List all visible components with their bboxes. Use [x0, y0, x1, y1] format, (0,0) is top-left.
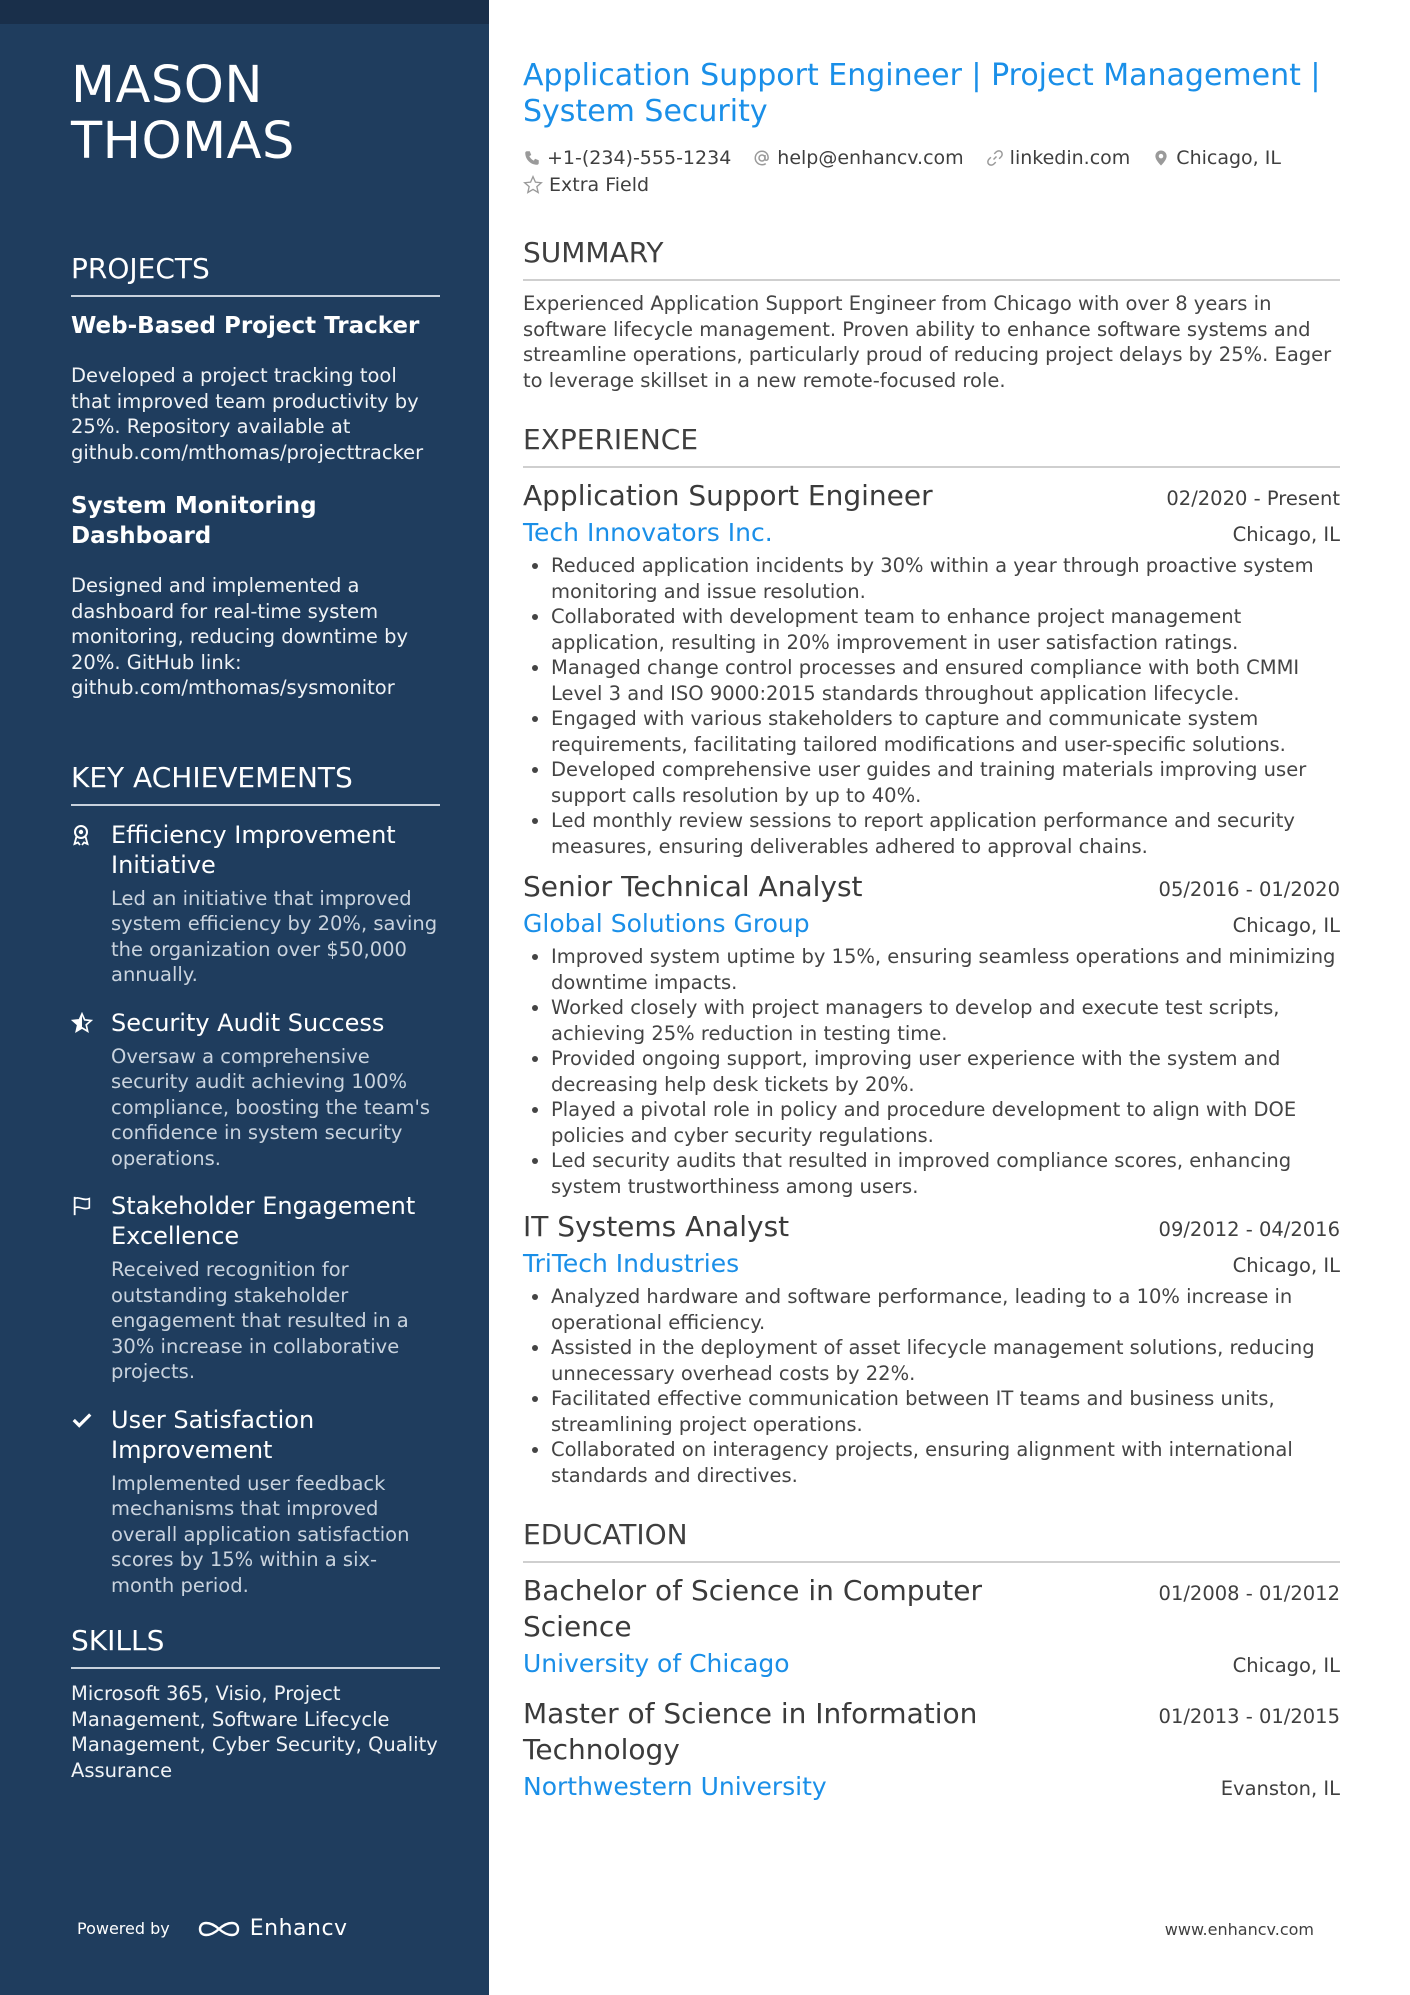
- summary-text: Experienced Application Support Engineer from Chicago with over 8 years in software lifecycle management. Proven ability to enhance software systems and streamline operations, particularly proud of reducing project delays by 25%. Eager to leverage skillset in a new remote-focused role.: [523, 292, 1332, 392]
- linkedin-text: linkedin.com: [1009, 146, 1131, 169]
- job-role: IT Systems Analyst: [523, 1210, 790, 1243]
- location-pin-icon: [1152, 149, 1170, 167]
- phone-text: +1-(234)-555-1234: [547, 146, 732, 169]
- phone-icon: [523, 149, 541, 167]
- projects-section: [71, 252, 440, 701]
- job-location: Chicago, IL: [1232, 1254, 1340, 1277]
- footer-url[interactable]: www.enhancv.com: [1164, 1920, 1314, 1939]
- achievement-item: [71, 820, 440, 988]
- job-dates: 02/2020 - Present: [1166, 487, 1340, 510]
- project-title: System Monitoring Dashboard: [71, 493, 317, 549]
- star-icon: [523, 175, 543, 195]
- at-icon: [753, 149, 771, 167]
- achievement-item: [71, 1008, 440, 1172]
- sidebar-content: [71, 58, 440, 1783]
- achievements-title: KEY ACHIEVEMENTS: [71, 761, 440, 806]
- summary-section: [523, 236, 1340, 393]
- sidebar-top-bar: [0, 0, 489, 24]
- education-entry: [523, 1696, 1340, 1801]
- job-bullet: • Collaborated on interagency projects, ensuring alignment with international standards and directives.: [551, 1437, 1340, 1488]
- achievements-section: [71, 761, 440, 1599]
- job-role: Senior Technical Analyst: [523, 870, 863, 903]
- job-dates: 09/2012 - 04/2016: [1158, 1218, 1340, 1241]
- main-content: [523, 58, 1340, 1801]
- job-location: Chicago, IL: [1232, 523, 1340, 546]
- job-entry: [523, 1209, 1340, 1488]
- flag-icon: [71, 1191, 111, 1385]
- skills-title: SKILLS: [71, 1624, 440, 1669]
- experience-section: [523, 423, 1340, 1488]
- skills-list: Microsoft 365, Visio, Project Management, Software Lifecycle Management, Cyber Security, Quality Assurance: [71, 1682, 438, 1782]
- contact-email[interactable]: [753, 144, 963, 171]
- job-bullet: • Reduced application incidents by 30% within a year through proactive system monitoring and issue resolution.: [551, 553, 1340, 604]
- job-bullets: [523, 944, 1340, 1199]
- project-description: Designed and implemented a dashboard for real-time system monitoring, reducing downtime by 20%. GitHub link: github.com/mthomas/sysmonitor: [71, 574, 409, 699]
- summary-title: SUMMARY: [523, 236, 1340, 281]
- education-title: EDUCATION: [523, 1518, 1340, 1563]
- enhancv-logo[interactable]: [196, 1916, 348, 1941]
- achievement-description: Oversaw a comprehensive security audit achieving 100% compliance, boosting the team's confidence in system security operations.: [111, 1044, 430, 1170]
- job-company: TriTech Industries: [523, 1249, 740, 1278]
- enhancv-wordmark: Enhancv: [249, 1916, 348, 1941]
- education-location: Evanston, IL: [1220, 1777, 1340, 1800]
- job-bullet: • Engaged with various stakeholders to capture and communicate system requirements, facilitating tailored modifications and user-specific solutions.: [551, 706, 1340, 757]
- projects-title: PROJECTS: [71, 252, 440, 297]
- job-company: Global Solutions Group: [523, 909, 810, 938]
- job-bullet: • Worked closely with project managers to develop and execute test scripts, achieving 25% reduction in testing time.: [551, 995, 1340, 1046]
- project-item: [71, 311, 440, 465]
- education-dates: 01/2013 - 01/2015: [1158, 1705, 1340, 1728]
- achievement-description: Received recognition for outstanding stakeholder engagement that resulted in a 30% increase in collaborative projects.: [111, 1258, 409, 1383]
- education-degree: Master of Science in Information Technology: [523, 1697, 978, 1766]
- contact-bar: [523, 144, 1340, 198]
- job-bullet: • Led security audits that resulted in improved compliance scores, enhancing system trustworthiness among users.: [551, 1148, 1340, 1199]
- skills-section: [71, 1624, 440, 1783]
- star-half-icon: [71, 1008, 111, 1172]
- contact-location: [1152, 144, 1281, 171]
- achievement-item: [71, 1405, 440, 1599]
- job-bullet: • Managed change control processes and ensured compliance with both CMMI Level 3 and ISO 9000:2015 standards throughout application lifecycle.: [551, 655, 1340, 706]
- achievement-title: User Satisfaction Improvement: [111, 1405, 315, 1464]
- project-description: Developed a project tracking tool that improved team productivity by 25%. Repository available at github.com/mthomas/projecttracker: [71, 364, 424, 464]
- achievement-title: Security Audit Success: [111, 1008, 385, 1037]
- name-first: MASON: [71, 56, 264, 115]
- education-dates: 01/2008 - 01/2012: [1158, 1582, 1340, 1605]
- job-bullet: • Played a pivotal role in policy and procedure development to align with DOE policies and cyber security regulations.: [551, 1097, 1340, 1148]
- name-last: THOMAS: [71, 112, 295, 171]
- location-text: Chicago, IL: [1176, 146, 1281, 169]
- job-dates: 05/2016 - 01/2020: [1158, 878, 1340, 901]
- extra-text: Extra Field: [549, 173, 650, 196]
- achievement-title: Stakeholder Engagement Excellence: [111, 1192, 416, 1250]
- education-school: Northwestern University: [523, 1772, 827, 1801]
- education-degree: Bachelor of Science in Computer Science: [523, 1574, 983, 1643]
- award-icon: [71, 820, 111, 988]
- enhancv-logo-icon: [196, 1917, 242, 1941]
- job-bullet: • Developed comprehensive user guides and training materials improving user support calls resolution by up to 40%.: [551, 757, 1340, 808]
- education-entry: [523, 1573, 1340, 1678]
- email-text: help@enhancv.com: [777, 146, 964, 169]
- education-section: [523, 1518, 1340, 1801]
- job-bullets: [523, 1284, 1340, 1488]
- check-icon: [71, 1405, 111, 1599]
- education-school: University of Chicago: [523, 1649, 790, 1678]
- job-entry: [523, 869, 1340, 1199]
- job-bullet: • Provided ongoing support, improving user experience with the system and decreasing help desk tickets by 20%.: [551, 1046, 1340, 1097]
- job-entry: [523, 478, 1340, 859]
- headline: Application Support Engineer | Project Management | System Security: [523, 58, 1321, 129]
- contact-extra: [523, 171, 649, 198]
- link-icon: [986, 149, 1004, 167]
- contact-phone[interactable]: [523, 144, 731, 171]
- education-location: Chicago, IL: [1232, 1654, 1340, 1677]
- job-bullet: • Collaborated with development team to enhance project management application, resulting in 20% improvement in user satisfaction ratings.: [551, 604, 1340, 655]
- job-bullets: [523, 553, 1340, 859]
- job-role: Application Support Engineer: [523, 479, 933, 512]
- job-location: Chicago, IL: [1232, 914, 1340, 937]
- job-bullet: • Improved system uptime by 15%, ensuring seamless operations and minimizing downtime impacts.: [551, 944, 1340, 995]
- job-bullet: • Led monthly review sessions to report application performance and security measures, ensuring deliverables adhered to approval chains.: [551, 808, 1340, 859]
- project-item: [71, 491, 440, 701]
- achievement-title: Efficiency Improvement Initiative: [111, 820, 396, 879]
- job-bullet: • Facilitated effective communication between IT teams and business units, streamlining project operations.: [551, 1386, 1340, 1437]
- experience-title: EXPERIENCE: [523, 423, 1340, 468]
- job-bullet: • Assisted in the deployment of asset lifecycle management solutions, reducing unnecessary overhead costs by 22%.: [551, 1335, 1340, 1386]
- achievement-item: [71, 1191, 440, 1385]
- job-company: Tech Innovators Inc.: [523, 518, 773, 547]
- job-bullet: • Analyzed hardware and software performance, leading to a 10% increase in operational efficiency.: [551, 1284, 1340, 1335]
- sidebar: [0, 0, 489, 1995]
- project-title: Web-Based Project Tracker: [71, 313, 420, 339]
- powered-by: [77, 1916, 348, 1941]
- powered-by-label: Powered by: [77, 1919, 170, 1938]
- achievement-description: Implemented user feedback mechanisms that improved overall application satisfaction scores by 15% within a six-month period.: [111, 1471, 410, 1597]
- candidate-name: [71, 58, 440, 170]
- achievement-description: Led an initiative that improved system efficiency by 20%, saving the organization over $50,000 annually.: [111, 886, 438, 986]
- contact-linkedin[interactable]: [986, 144, 1131, 171]
